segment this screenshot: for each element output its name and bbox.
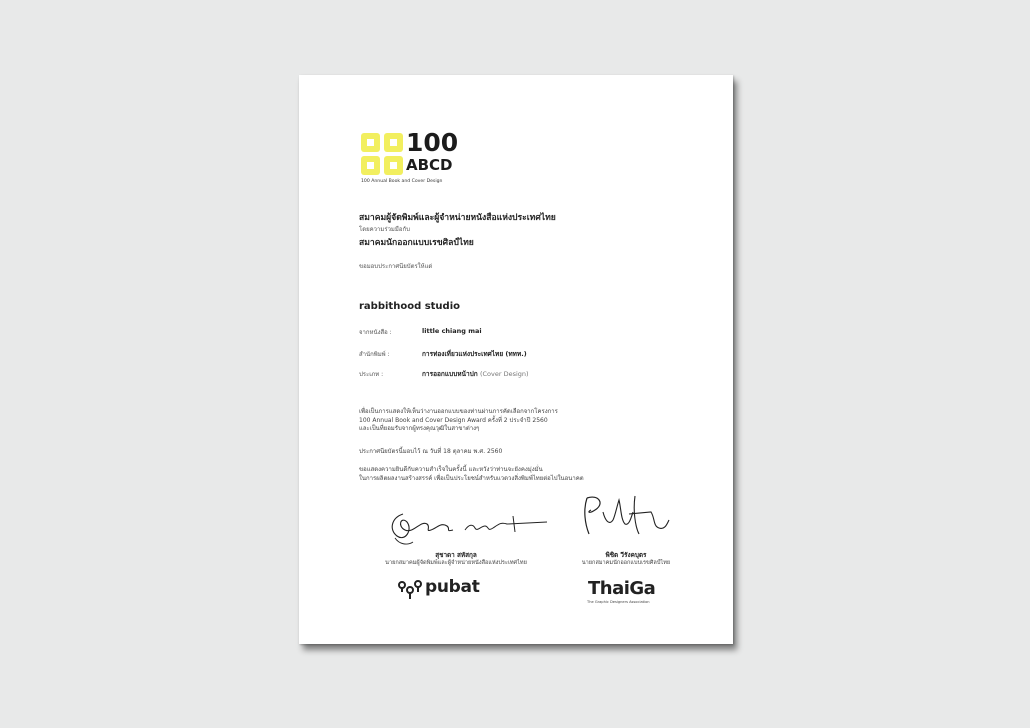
logo-letters: ABCD [406, 156, 453, 174]
field-label-book: จากหนังสือ : [359, 329, 392, 336]
thaiga-logo-text: ThaiGa [588, 578, 656, 599]
collab-label: โดยความร่วมมือกับ [359, 226, 410, 233]
category-value: การออกแบบหน้าปก [422, 370, 478, 378]
field-label-category: ประเภท : [359, 371, 384, 378]
signer-right-name: พิชิต วีรังคบุตร [605, 551, 647, 559]
abcd-logo-mark-icon [361, 133, 403, 175]
field-value-category [422, 369, 529, 379]
paragraph-date: ประกาศนียบัตรนี้มอบไว้ ณ วันที่ 18 ตุลาคม พ.ศ. 2560 [359, 448, 503, 455]
partner-name: สมาคมนักออกแบบเรขศิลป์ไทย [359, 238, 474, 248]
signature-right-icon [569, 490, 689, 546]
pubat-logo-text: pubat [425, 577, 480, 597]
category-note: (Cover Design) [479, 370, 529, 378]
signer-left-name: สุชาดา สหัสกุล [435, 551, 477, 559]
field-value-book: little chiang mai [422, 327, 482, 335]
signer-left-title: นายกสมาคมผู้จัดพิมพ์และผู้จำหน่ายหนังสือแห่งประเทศไทย [385, 560, 527, 566]
field-value-publisher: การท่องเที่ยวแห่งประเทศไทย (ททท.) [422, 350, 527, 358]
paragraph-1-line: เพื่อเป็นการแสดงให้เห็นว่างานออกแบบของท่านผ่านการคัดเลือกจากโครงการ [359, 408, 558, 415]
organizer-name: สมาคมผู้จัดพิมพ์และผู้จำหน่ายหนังสือแห่งประเทศไทย [359, 213, 556, 223]
paragraph-1-line: และเป็นที่ยอมรับจากผู้ทรงคุณวุฒิในสาขาต่างๆ [359, 425, 480, 433]
paragraph-3 [359, 466, 584, 483]
logo-subtitle: 100 Annual Book and Cover Design [361, 179, 443, 184]
signer-right-title: นายกสมาคมนักออกแบบเรขศิลป์ไทย [581, 560, 671, 566]
pubat-logo-icon [397, 578, 423, 602]
field-label-publisher: สำนักพิมพ์ : [359, 351, 390, 358]
logo-number: 100 [406, 128, 459, 157]
paragraph-1-line: 100 Annual Book and Cover Design Award ครั้งที่ 2 ประจำปี 2560 [359, 416, 548, 424]
grant-text: ขอมอบประกาศนียบัตรให้แด่ [359, 263, 433, 270]
certificate-page [299, 75, 733, 644]
recipient-name: rabbithood studio [359, 301, 461, 312]
paragraph-3-line: ในการผลิตผลงานสร้างสรรค์ เพื่อเป็นประโยชน์สำหรับแวดวงสิ่งพิมพ์ไทยต่อไปในอนาคต [359, 474, 584, 482]
paragraph-3-line: ขอแสดงความยินดีกับความสำเร็จในครั้งนี้ และหวังว่าท่านจะยังคงมุ่งมั่น [359, 466, 543, 473]
thaiga-logo-subtitle: The Graphic Designers Association [587, 600, 650, 604]
signature-left-icon [361, 500, 551, 548]
paragraph-1 [359, 408, 558, 434]
